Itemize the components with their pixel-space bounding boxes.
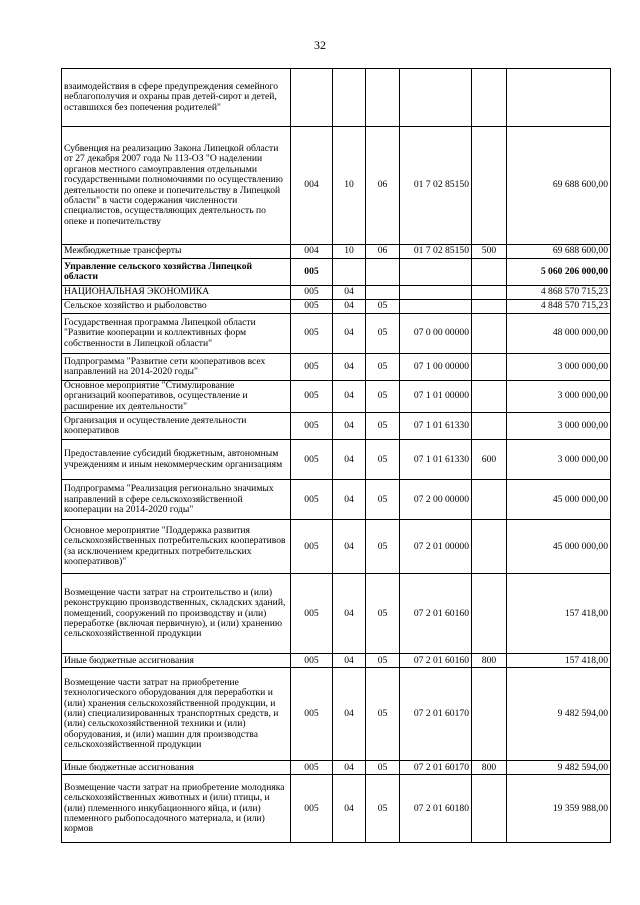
- table-row: [62, 381, 611, 413]
- table-row: [62, 668, 611, 761]
- row-subsection: 05: [366, 354, 400, 381]
- row-expense-type: [472, 69, 507, 127]
- row-name: Основное мероприятие "Поддержка развития сельскохозяйственных потребительских кооперативов (за исключением кредитных потребительских кооперативов)": [62, 520, 291, 574]
- row-name: Субвенция на реализацию Закона Липецкой области от 27 декабря 2007 года № 113-ОЗ "О наделении органов местного самоуправления отдельными государственными полномочиями по осуществлению деятельности по опеке и попечительству в Липецкой области" в части содержания численности специалистов, осуществляющих деятельность по опеке и попечительству: [62, 127, 291, 245]
- row-sum: 157 418,00: [507, 654, 611, 668]
- row-section: 04: [333, 413, 366, 440]
- row-section: 04: [333, 668, 366, 761]
- table-row: [62, 69, 611, 127]
- row-name: Иные бюджетные ассигнования: [62, 761, 291, 775]
- row-target-article: 07 2 01 60170: [400, 761, 472, 775]
- table-row: [62, 775, 611, 843]
- table-row: [62, 654, 611, 668]
- row-section: [333, 259, 366, 286]
- row-expense-type: [472, 520, 507, 574]
- row-expense-type: 500: [472, 245, 507, 259]
- row-name: НАЦИОНАЛЬНАЯ ЭКОНОМИКА: [62, 286, 291, 300]
- row-section: 04: [333, 300, 366, 314]
- row-sum: 48 000 000,00: [507, 314, 611, 354]
- row-section: 04: [333, 314, 366, 354]
- row-code: 004: [291, 127, 333, 245]
- row-code: 005: [291, 440, 333, 480]
- row-sum: 9 482 594,00: [507, 668, 611, 761]
- row-code: 005: [291, 300, 333, 314]
- row-code: 005: [291, 668, 333, 761]
- row-section: 04: [333, 440, 366, 480]
- row-subsection: 05: [366, 480, 400, 520]
- row-code: 005: [291, 480, 333, 520]
- row-target-article: 07 1 01 61330: [400, 413, 472, 440]
- row-code: 005: [291, 381, 333, 413]
- row-sum: 9 482 594,00: [507, 761, 611, 775]
- row-code: 005: [291, 286, 333, 300]
- row-sum: [507, 69, 611, 127]
- table-row: [62, 245, 611, 259]
- row-subsection: 05: [366, 300, 400, 314]
- budget-table: [61, 68, 611, 843]
- row-target-article: 07 2 01 60160: [400, 654, 472, 668]
- row-sum: 3 000 000,00: [507, 381, 611, 413]
- row-section: 04: [333, 480, 366, 520]
- row-subsection: 05: [366, 381, 400, 413]
- table-row: [62, 480, 611, 520]
- row-name: Государственная программа Липецкой области "Развитие кооперации и коллективных форм собственности в Липецкой области": [62, 314, 291, 354]
- row-target-article: 01 7 02 85150: [400, 127, 472, 245]
- row-target-article: 07 0 00 00000: [400, 314, 472, 354]
- row-expense-type: [472, 127, 507, 245]
- row-subsection: 05: [366, 314, 400, 354]
- row-sum: 5 060 206 000,00: [507, 259, 611, 286]
- row-name: Иные бюджетные ассигнования: [62, 654, 291, 668]
- row-sum: 69 688 600,00: [507, 245, 611, 259]
- row-subsection: 05: [366, 413, 400, 440]
- row-sum: 19 359 988,00: [507, 775, 611, 843]
- row-section: 04: [333, 354, 366, 381]
- row-expense-type: [472, 354, 507, 381]
- row-name: Подпрограмма "Реализация регионально значимых направлений в сфере сельскохозяйственной кооперации на 2014-2020 годы": [62, 480, 291, 520]
- row-code: 005: [291, 413, 333, 440]
- row-subsection: 06: [366, 245, 400, 259]
- row-code: 004: [291, 245, 333, 259]
- row-name: Сельское хозяйство и рыболовство: [62, 300, 291, 314]
- row-section: 10: [333, 245, 366, 259]
- row-expense-type: [472, 381, 507, 413]
- row-code: 005: [291, 259, 333, 286]
- table-row: [62, 440, 611, 480]
- table-row: [62, 520, 611, 574]
- table-row: [62, 127, 611, 245]
- row-code: 005: [291, 654, 333, 668]
- row-code: 005: [291, 775, 333, 843]
- row-sum: 4 848 570 715,23: [507, 300, 611, 314]
- row-code: 005: [291, 761, 333, 775]
- table-row: [62, 761, 611, 775]
- row-name: Предоставление субсидий бюджетным, автономным учреждениям и иным некоммерческим организациям: [62, 440, 291, 480]
- row-sum: 3 000 000,00: [507, 413, 611, 440]
- row-code: 005: [291, 354, 333, 381]
- row-expense-type: [472, 314, 507, 354]
- row-subsection: 05: [366, 775, 400, 843]
- table-row: [62, 259, 611, 286]
- row-subsection: 06: [366, 127, 400, 245]
- table-row: [62, 413, 611, 440]
- row-target-article: [400, 69, 472, 127]
- row-name: Возмещение части затрат на приобретение молодняка сельскохозяйственных животных и (или) птицы, и (или) племенного инкубационного яйца, и (или) племенного рыбопосадочного материала, и (или) кормов: [62, 775, 291, 843]
- row-name: взаимодействия в сфере предупреждения семейного неблагополучия и охраны прав детей-сирот и детей, оставшихся без попечения родителей": [62, 69, 291, 127]
- row-section: 04: [333, 775, 366, 843]
- table-row: [62, 354, 611, 381]
- row-name: Межбюджетные трансферты: [62, 245, 291, 259]
- row-section: 04: [333, 654, 366, 668]
- row-section: 04: [333, 574, 366, 654]
- row-target-article: 07 2 01 00000: [400, 520, 472, 574]
- row-subsection: 05: [366, 574, 400, 654]
- row-subsection: [366, 286, 400, 300]
- row-name: Подпрограмма "Развитие сети кооперативов всех направлений на 2014-2020 годы": [62, 354, 291, 381]
- row-subsection: 05: [366, 761, 400, 775]
- row-sum: 4 868 570 715,23: [507, 286, 611, 300]
- row-expense-type: [472, 259, 507, 286]
- row-expense-type: [472, 300, 507, 314]
- row-expense-type: [472, 480, 507, 520]
- row-target-article: 07 1 01 00000: [400, 381, 472, 413]
- row-code: 005: [291, 520, 333, 574]
- row-name: Управление сельского хозяйства Липецкой области: [62, 259, 291, 286]
- row-section: 04: [333, 761, 366, 775]
- row-name: Организация и осуществление деятельности кооперативов: [62, 413, 291, 440]
- row-target-article: [400, 286, 472, 300]
- row-section: 04: [333, 286, 366, 300]
- row-expense-type: 600: [472, 440, 507, 480]
- row-code: [291, 69, 333, 127]
- row-name: Основное мероприятие "Стимулирование организаций кооперативов, осуществление и расширение их деятельности": [62, 381, 291, 413]
- row-target-article: [400, 259, 472, 286]
- row-target-article: 07 1 01 61330: [400, 440, 472, 480]
- budget-table-body: [62, 69, 611, 843]
- row-expense-type: 800: [472, 654, 507, 668]
- row-expense-type: 800: [472, 761, 507, 775]
- row-code: 005: [291, 314, 333, 354]
- page-number: 32: [314, 38, 326, 52]
- row-expense-type: [472, 413, 507, 440]
- row-subsection: 05: [366, 520, 400, 574]
- row-sum: 45 000 000,00: [507, 480, 611, 520]
- row-target-article: 07 2 01 60170: [400, 668, 472, 761]
- row-section: 10: [333, 127, 366, 245]
- row-sum: 45 000 000,00: [507, 520, 611, 574]
- row-expense-type: [472, 668, 507, 761]
- row-expense-type: [472, 775, 507, 843]
- row-section: 04: [333, 520, 366, 574]
- row-target-article: 07 2 01 60160: [400, 574, 472, 654]
- table-row: [62, 300, 611, 314]
- table-row: [62, 574, 611, 654]
- row-name: Возмещение части затрат на приобретение технологического оборудования для переработки и (или) хранения сельскохозяйственной продукции, и (или) специализированных транспортных средств, и (или) сельскохозяйственной техники и (или) оборудования, и (или) машин для производства сельскохозяйственной продукции: [62, 668, 291, 761]
- table-row: [62, 286, 611, 300]
- row-target-article: 07 2 00 00000: [400, 480, 472, 520]
- row-subsection: 05: [366, 654, 400, 668]
- row-sum: 3 000 000,00: [507, 440, 611, 480]
- row-section: [333, 69, 366, 127]
- table-row: [62, 314, 611, 354]
- row-sum: 69 688 600,00: [507, 127, 611, 245]
- row-expense-type: [472, 574, 507, 654]
- row-target-article: 07 2 01 60180: [400, 775, 472, 843]
- row-target-article: 01 7 02 85150: [400, 245, 472, 259]
- row-subsection: 05: [366, 440, 400, 480]
- row-sum: 3 000 000,00: [507, 354, 611, 381]
- row-name: Возмещение части затрат на строительство и (или) реконструкцию производственных, складских зданий, помещений, сооружений по производству и (или) переработке (включая первичную), и (или) хранению сельскохозяйственной продукции: [62, 574, 291, 654]
- row-target-article: [400, 300, 472, 314]
- row-code: 005: [291, 574, 333, 654]
- row-section: 04: [333, 381, 366, 413]
- row-subsection: [366, 259, 400, 286]
- row-subsection: 05: [366, 668, 400, 761]
- row-target-article: 07 1 00 00000: [400, 354, 472, 381]
- row-subsection: [366, 69, 400, 127]
- row-expense-type: [472, 286, 507, 300]
- row-sum: 157 418,00: [507, 574, 611, 654]
